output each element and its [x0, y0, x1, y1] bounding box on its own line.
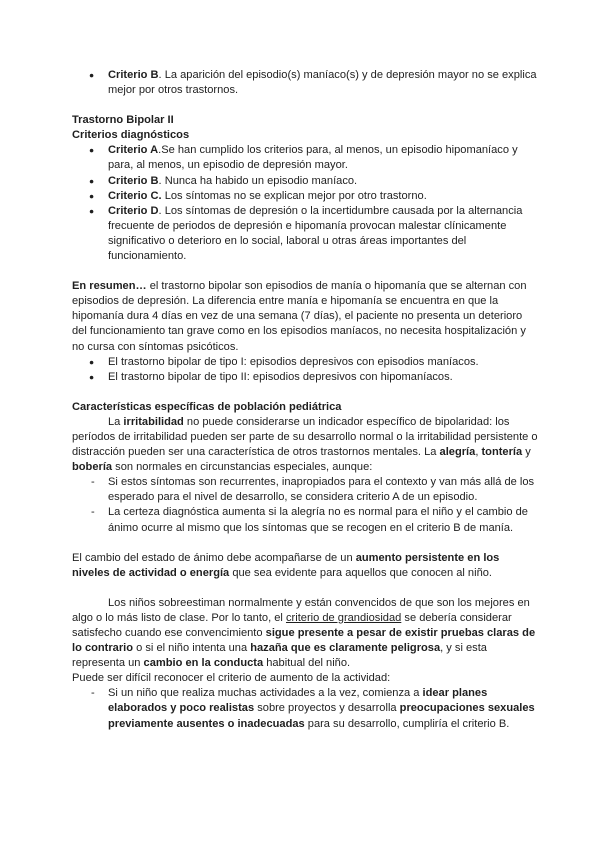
- summary-list: [72, 355, 540, 385]
- list-item: ● Criterio C. Los síntomas no se explican mejor por otro trastorno.: [72, 189, 540, 204]
- underlined-term: criterio de grandiosidad: [285, 611, 402, 624]
- pediatric-paragraph-2: El cambio del estado de ánimo debe acompañarse de un aumento persistente en los niveles de actividad o energía que sea evidente para aquellos que conocen al niño.: [72, 551, 500, 579]
- list-item: ● Criterio D. Los síntomas de depresión o la incertidumbre causada por la alternancia frecuente de periodos de depresión e hipomanía provocan malestar clínicamente significativo o deterioro en lo social, laboral u otras áreas importantes del funcionamiento.: [72, 204, 540, 264]
- list-item: - Si un niño que realiza muchas actividades a la vez, comienza a idear planes elaborados y poco realistas sobre proyectos y desarrolla preocupaciones sexuales previamente ausentes o inadecuadas para su desarrollo, cumpliría el criterio B.: [72, 686, 540, 731]
- top-bullet-list: [72, 68, 540, 98]
- document-page: [72, 68, 540, 732]
- dash-list-2: [72, 686, 540, 731]
- list-item: - La certeza diagnóstica aumenta si la alegría no es normal para el niño y el cambio de ánimo ocurre al mismo que los síntomas que se recogen en el criterio B de manía.: [72, 505, 540, 535]
- criterion-label: Criterio B: [108, 69, 159, 81]
- summary-paragraph: En resumen… el trastorno bipolar son episodios de manía o hipomanía que se alternan con episodios de depresión. La diferencia entre manía e hipomanía se encuentra en que la hipomanía dura 4 días en vez de una semana (7 días), el paciente no presenta un deterioro del funcionamiento tan grave como en los episodios maníacos, no necesita hospitalización y no cursa con síntomas psicóticos.: [72, 280, 527, 353]
- pediatric-paragraph-1: La irritabilidad no puede considerarse un indicador específico de bipolaridad: los períodos de irritabilidad pueden ser parte de su desarrollo normal o la irritabilidad persistente o distracción pueden ser una característica de otros trastornos mentales. La alegría, tontería y bobería son normales en circunstancias especiales, aunque:: [72, 415, 538, 474]
- list-item: ● Criterio B. Nunca ha habido un episodio maníaco.: [72, 174, 540, 189]
- list-item: ● Criterio A.Se han cumplido los criterios para, al menos, un episodio hipomaníaco y para, al menos, un episodio de depresión mayor.: [72, 143, 540, 173]
- dash-list: [72, 475, 540, 535]
- pediatric-paragraph-3: Los niños sobreestiman normalmente y están convencidos de que son los mejores en algo o lo más listo de clase. Por lo tanto, el criterio de grandiosidad se debería considerar satisfecho cuando ese convencimiento sigue presente a pesar de existir pruebas claras de lo contrario o si el niño intenta una hazaña que es claramente peligrosa, y si esta representa un cambio en la conducta habitual del niño.: [72, 596, 536, 670]
- section-title-bipolar-ii: Trastorno Bipolar II: [72, 114, 174, 127]
- section-title-pediatric: Características específicas de población pediátrica: [72, 400, 342, 413]
- list-item: ● El trastorno bipolar de tipo I: episodios depresivos con episodios maníacos.: [72, 355, 540, 370]
- list-item: ● El trastorno bipolar de tipo II: episodios depresivos con hipomaníacos.: [72, 370, 540, 385]
- list-item: ● Criterio B. La aparición del episodio(s) maníaco(s) y de depresión mayor no se explica mejor por otros trastornos.: [72, 68, 540, 98]
- pediatric-paragraph-4: Puede ser difícil reconocer el criterio de aumento de la actividad:: [72, 672, 391, 685]
- criteria-list: [72, 143, 540, 264]
- section-subtitle-criteria: Criterios diagnósticos: [72, 129, 190, 142]
- list-item: - Si estos síntomas son recurrentes, inapropiados para el contexto y van más allá de los esperado para el nivel de desarrollo, se considera criterio A de un episodio.: [72, 475, 540, 505]
